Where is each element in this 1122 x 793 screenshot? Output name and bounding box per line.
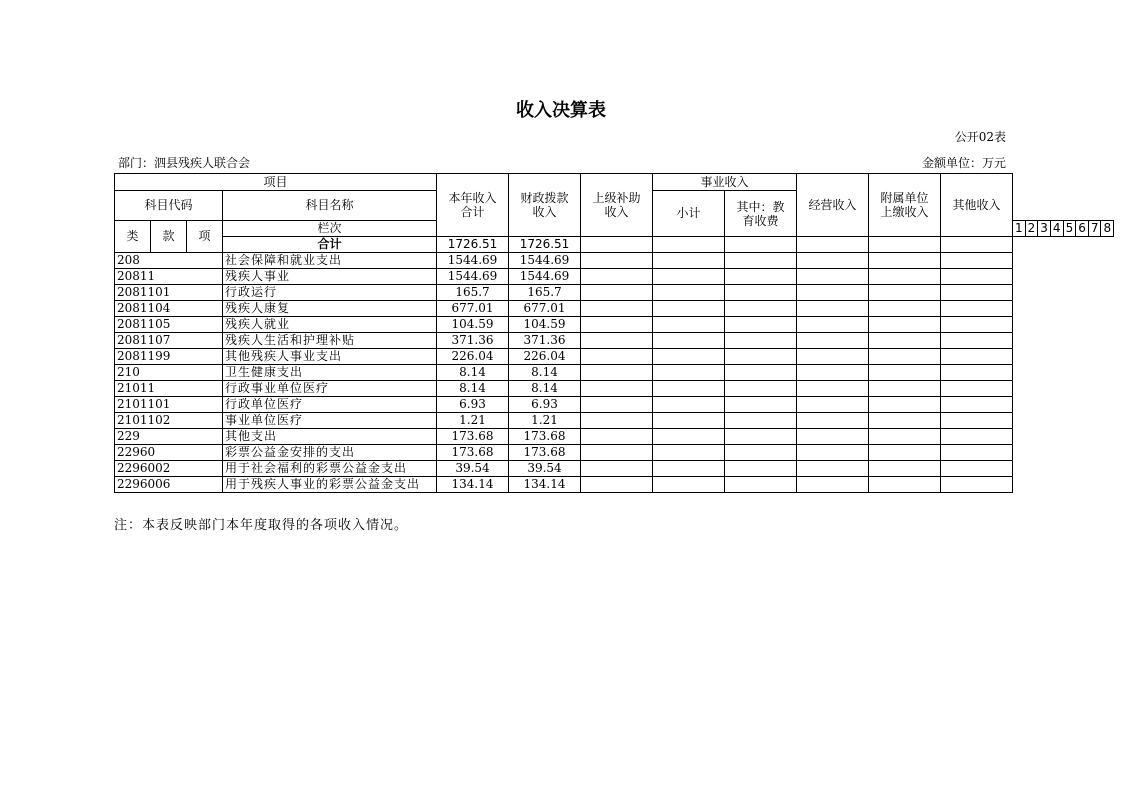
fiscal-value: 39.54 bbox=[509, 461, 581, 477]
table-row bbox=[115, 253, 1114, 269]
header-item: 项目 bbox=[115, 174, 437, 191]
empty-cell bbox=[941, 397, 1013, 413]
column-number-3: 3 bbox=[1038, 221, 1051, 237]
empty-cell bbox=[941, 413, 1013, 429]
header-operating: 经营收入 bbox=[797, 174, 869, 237]
header-lei: 类 bbox=[115, 221, 151, 253]
table-row bbox=[115, 349, 1114, 365]
empty-cell bbox=[725, 461, 797, 477]
empty-cell bbox=[725, 413, 797, 429]
table-row bbox=[115, 269, 1114, 285]
empty-cell bbox=[725, 253, 797, 269]
subject-name: 残疾人就业 bbox=[223, 317, 437, 333]
subject-code: 2081107 bbox=[115, 333, 223, 349]
empty-cell bbox=[581, 333, 653, 349]
fiscal-value: 165.7 bbox=[509, 285, 581, 301]
empty-cell bbox=[581, 461, 653, 477]
total-income-value: 6.93 bbox=[437, 397, 509, 413]
empty-cell bbox=[941, 365, 1013, 381]
total-income-value: 1.21 bbox=[437, 413, 509, 429]
subject-name: 事业单位医疗 bbox=[223, 413, 437, 429]
empty-cell bbox=[797, 333, 869, 349]
empty-cell bbox=[797, 429, 869, 445]
subject-name: 卫生健康支出 bbox=[223, 365, 437, 381]
empty-cell bbox=[869, 381, 941, 397]
subject-code: 2081199 bbox=[115, 349, 223, 365]
empty-cell bbox=[941, 253, 1013, 269]
subject-code: 22960 bbox=[115, 445, 223, 461]
empty-cell bbox=[869, 461, 941, 477]
department-label: 部门：泗县残疾人联合会 bbox=[118, 156, 251, 170]
empty-cell bbox=[869, 397, 941, 413]
header-other: 其他收入 bbox=[941, 174, 1013, 237]
empty-cell bbox=[797, 397, 869, 413]
empty-cell bbox=[869, 301, 941, 317]
total-income-value: 226.04 bbox=[437, 349, 509, 365]
subject-code: 2296002 bbox=[115, 461, 223, 477]
table-row bbox=[115, 429, 1114, 445]
total-income-value: 134.14 bbox=[437, 477, 509, 493]
table-note: 注：本表反映部门本年度取得的各项收入情况。 bbox=[114, 518, 409, 533]
subject-name: 行政事业单位医疗 bbox=[223, 381, 437, 397]
header-affiliated: 附属单位上缴收入 bbox=[869, 174, 941, 237]
empty-cell bbox=[941, 285, 1013, 301]
header-row-1 bbox=[115, 174, 1114, 191]
empty-cell bbox=[581, 285, 653, 301]
empty-cell bbox=[869, 365, 941, 381]
header-subtotal: 小计 bbox=[653, 191, 725, 237]
header-lanci: 栏次 bbox=[223, 221, 437, 237]
header-xiang: 项 bbox=[187, 221, 223, 253]
subject-code: 2101102 bbox=[115, 413, 223, 429]
fiscal-value: 173.68 bbox=[509, 445, 581, 461]
total-income-value: 1544.69 bbox=[437, 269, 509, 285]
empty-cell bbox=[941, 445, 1013, 461]
empty-cell bbox=[797, 477, 869, 493]
empty-cell bbox=[869, 477, 941, 493]
empty-cell bbox=[725, 381, 797, 397]
empty-cell bbox=[869, 269, 941, 285]
empty-cell bbox=[797, 413, 869, 429]
empty-cell bbox=[797, 317, 869, 333]
subject-name: 用于残疾人事业的彩票公益金支出 bbox=[223, 477, 437, 493]
column-number-8: 8 bbox=[1101, 221, 1114, 237]
empty-cell bbox=[653, 445, 725, 461]
header-name: 科目名称 bbox=[223, 191, 437, 221]
fiscal-value: 8.14 bbox=[509, 381, 581, 397]
total-income-value: 39.54 bbox=[437, 461, 509, 477]
empty-cell bbox=[581, 397, 653, 413]
empty-cell bbox=[797, 381, 869, 397]
fiscal-value: 1.21 bbox=[509, 413, 581, 429]
header-fiscal: 财政拨款收入 bbox=[509, 174, 581, 237]
total-empty-cell bbox=[581, 237, 653, 253]
column-number-5: 5 bbox=[1063, 221, 1076, 237]
column-number-6: 6 bbox=[1076, 221, 1089, 237]
total-income-value: 1544.69 bbox=[437, 253, 509, 269]
column-number-2: 2 bbox=[1025, 221, 1038, 237]
income-table bbox=[114, 173, 1114, 493]
empty-cell bbox=[941, 477, 1013, 493]
total-income-value: 8.14 bbox=[437, 381, 509, 397]
fiscal-value: 6.93 bbox=[509, 397, 581, 413]
page-title: 收入决算表 bbox=[516, 100, 606, 121]
empty-cell bbox=[941, 349, 1013, 365]
fiscal-value: 371.36 bbox=[509, 333, 581, 349]
empty-cell bbox=[941, 269, 1013, 285]
empty-cell bbox=[653, 317, 725, 333]
empty-cell bbox=[581, 317, 653, 333]
total-income-value: 173.68 bbox=[437, 429, 509, 445]
empty-cell bbox=[653, 477, 725, 493]
table-row bbox=[115, 413, 1114, 429]
empty-cell bbox=[869, 445, 941, 461]
fiscal-value: 173.68 bbox=[509, 429, 581, 445]
column-number-7: 7 bbox=[1088, 221, 1101, 237]
fiscal-value: 104.59 bbox=[509, 317, 581, 333]
total-income-value: 165.7 bbox=[437, 285, 509, 301]
empty-cell bbox=[725, 301, 797, 317]
table-row bbox=[115, 333, 1114, 349]
empty-cell bbox=[581, 429, 653, 445]
empty-cell bbox=[725, 397, 797, 413]
empty-cell bbox=[581, 301, 653, 317]
table-row bbox=[115, 477, 1114, 493]
subject-name: 残疾人康复 bbox=[223, 301, 437, 317]
total-income-value: 8.14 bbox=[437, 365, 509, 381]
subject-code: 2081101 bbox=[115, 285, 223, 301]
total-empty-cell bbox=[941, 237, 1013, 253]
empty-cell bbox=[653, 285, 725, 301]
empty-cell bbox=[797, 253, 869, 269]
empty-cell bbox=[869, 413, 941, 429]
empty-cell bbox=[653, 461, 725, 477]
empty-cell bbox=[725, 477, 797, 493]
subject-name: 其他支出 bbox=[223, 429, 437, 445]
empty-cell bbox=[797, 461, 869, 477]
table-row bbox=[115, 461, 1114, 477]
total-income-value: 1726.51 bbox=[437, 237, 509, 253]
empty-cell bbox=[797, 445, 869, 461]
empty-cell bbox=[869, 285, 941, 301]
column-number-4: 4 bbox=[1050, 221, 1063, 237]
empty-cell bbox=[653, 381, 725, 397]
column-number-row bbox=[115, 237, 1114, 253]
empty-cell bbox=[581, 269, 653, 285]
subject-name: 残疾人事业 bbox=[223, 269, 437, 285]
empty-cell bbox=[869, 317, 941, 333]
header-business: 事业收入 bbox=[653, 174, 797, 191]
header-edu-fee: 其中：教育收费 bbox=[725, 191, 797, 237]
subject-name: 其他残疾人事业支出 bbox=[223, 349, 437, 365]
fiscal-value: 226.04 bbox=[509, 349, 581, 365]
fiscal-value: 134.14 bbox=[509, 477, 581, 493]
empty-cell bbox=[941, 333, 1013, 349]
subject-code: 229 bbox=[115, 429, 223, 445]
column-number-1: 1 bbox=[1013, 221, 1026, 237]
total-fiscal-value: 1726.51 bbox=[509, 237, 581, 253]
empty-cell bbox=[941, 381, 1013, 397]
empty-cell bbox=[653, 253, 725, 269]
total-income-value: 104.59 bbox=[437, 317, 509, 333]
subject-code: 2081104 bbox=[115, 301, 223, 317]
empty-cell bbox=[653, 413, 725, 429]
header-code: 科目代码 bbox=[115, 191, 223, 221]
fiscal-value: 1544.69 bbox=[509, 253, 581, 269]
total-income-value: 677.01 bbox=[437, 301, 509, 317]
total-empty-cell bbox=[869, 237, 941, 253]
fiscal-value: 8.14 bbox=[509, 365, 581, 381]
empty-cell bbox=[725, 445, 797, 461]
fiscal-value: 1544.69 bbox=[509, 269, 581, 285]
empty-cell bbox=[581, 413, 653, 429]
empty-cell bbox=[653, 349, 725, 365]
subject-code: 20811 bbox=[115, 269, 223, 285]
header-superior: 上级补助收入 bbox=[581, 174, 653, 237]
amount-unit-label: 金额单位：万元 bbox=[921, 156, 1006, 170]
table-row bbox=[115, 397, 1114, 413]
empty-cell bbox=[869, 253, 941, 269]
table-row bbox=[115, 301, 1114, 317]
empty-cell bbox=[869, 333, 941, 349]
empty-cell bbox=[725, 317, 797, 333]
header-total-income: 本年收入合计 bbox=[437, 174, 509, 237]
subject-name: 行政单位医疗 bbox=[223, 397, 437, 413]
total-income-value: 173.68 bbox=[437, 445, 509, 461]
subject-code: 2296006 bbox=[115, 477, 223, 493]
empty-cell bbox=[869, 429, 941, 445]
table-row bbox=[115, 365, 1114, 381]
empty-cell bbox=[725, 349, 797, 365]
subject-name: 残疾人生活和护理补贴 bbox=[223, 333, 437, 349]
empty-cell bbox=[653, 397, 725, 413]
empty-cell bbox=[581, 477, 653, 493]
subject-code: 2101101 bbox=[115, 397, 223, 413]
empty-cell bbox=[797, 349, 869, 365]
empty-cell bbox=[581, 349, 653, 365]
subject-name: 用于社会福利的彩票公益金支出 bbox=[223, 461, 437, 477]
empty-cell bbox=[797, 301, 869, 317]
empty-cell bbox=[869, 349, 941, 365]
total-income-value: 371.36 bbox=[437, 333, 509, 349]
empty-cell bbox=[797, 269, 869, 285]
fiscal-value: 677.01 bbox=[509, 301, 581, 317]
table-row bbox=[115, 285, 1114, 301]
subject-name: 彩票公益金安排的支出 bbox=[223, 445, 437, 461]
total-empty-cell bbox=[653, 237, 725, 253]
subject-code: 21011 bbox=[115, 381, 223, 397]
header-kuan: 款 bbox=[151, 221, 187, 253]
total-empty-cell bbox=[797, 237, 869, 253]
empty-cell bbox=[725, 429, 797, 445]
empty-cell bbox=[941, 461, 1013, 477]
table-row bbox=[115, 445, 1114, 461]
empty-cell bbox=[653, 301, 725, 317]
subject-code: 210 bbox=[115, 365, 223, 381]
empty-cell bbox=[941, 429, 1013, 445]
subject-code: 2081105 bbox=[115, 317, 223, 333]
empty-cell bbox=[725, 285, 797, 301]
empty-cell bbox=[653, 333, 725, 349]
empty-cell bbox=[581, 445, 653, 461]
form-number: 公开02表 bbox=[954, 130, 1006, 144]
empty-cell bbox=[797, 365, 869, 381]
empty-cell bbox=[653, 429, 725, 445]
empty-cell bbox=[797, 285, 869, 301]
subject-name: 行政运行 bbox=[223, 285, 437, 301]
subject-name: 社会保障和就业支出 bbox=[223, 253, 437, 269]
empty-cell bbox=[941, 317, 1013, 333]
empty-cell bbox=[581, 253, 653, 269]
empty-cell bbox=[653, 269, 725, 285]
empty-cell bbox=[725, 333, 797, 349]
empty-cell bbox=[581, 381, 653, 397]
table-row bbox=[115, 381, 1114, 397]
table-row bbox=[115, 317, 1114, 333]
total-empty-cell bbox=[725, 237, 797, 253]
empty-cell bbox=[725, 269, 797, 285]
subject-code: 208 bbox=[115, 253, 223, 269]
total-label: 合计 bbox=[223, 237, 437, 253]
empty-cell bbox=[725, 365, 797, 381]
empty-cell bbox=[581, 365, 653, 381]
empty-cell bbox=[941, 301, 1013, 317]
empty-cell bbox=[653, 365, 725, 381]
